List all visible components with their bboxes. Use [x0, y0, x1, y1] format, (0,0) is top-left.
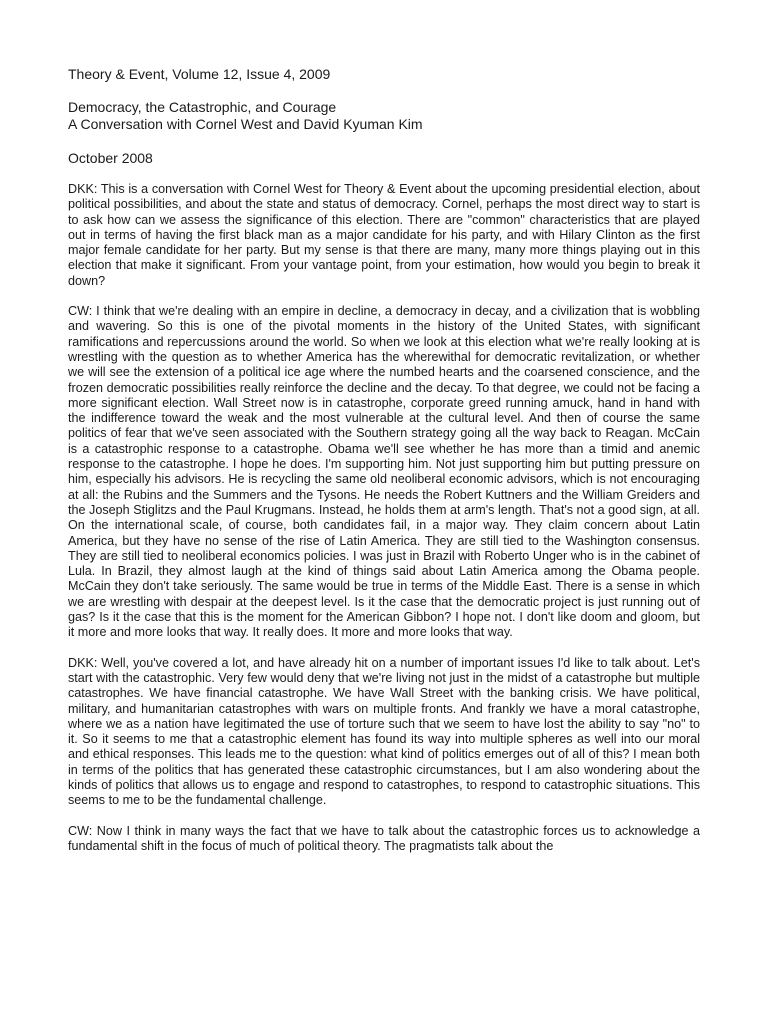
title-block	[68, 99, 700, 133]
article-subtitle: A Conversation with Cornel West and David Kyuman Kim	[68, 116, 423, 132]
paragraph-dkk-2: DKK: Well, you've covered a lot, and have already hit on a number of important issues I'd like to talk about. Let's start with the catastrophic. Very few would deny that we're living not just in the midst of a catastrophe but multiple catastrophes. We have financial catastrophe. We have Wall Street with the banking crisis. We have political, military, and humanitarian catastrophes with wars on multiple fronts. And frankly we have a moral catastrophe, where we as a nation have legitimated the use of torture such that we seem to have lost the ability to say "no" to it. So it seems to me that a catastrophic element has found its way into multiple spheres as well into our moral and ethical responses. This leads me to the question: what kind of politics emerges out of all of this? I mean both in terms of the politics that has generated these catastrophic circumstances, but I am also wondering about the kinds of politics that allows us to engage and respond to catastrophes, to respond to catastrophic situations. This seems to me to be the fundamental challenge.	[68, 655, 700, 808]
paragraph-cw-2: CW: Now I think in many ways the fact that we have to talk about the catastrophic forces us to acknowledge a fundamental shift in the focus of much of political theory. The pragmatists talk about the	[68, 823, 700, 853]
journal-citation: Theory & Event, Volume 12, Issue 4, 2009	[68, 66, 331, 82]
article-title: Democracy, the Catastrophic, and Courage	[68, 99, 337, 115]
paragraph-dkk-1: DKK: This is a conversation with Cornel West for Theory & Event about the upcoming presidential election, about political possibilities, and about the state and status of democracy. Cornel, perhaps the most direct way to start is to ask how can we assess the significance of this election. There are "common" characteristics that are played out in terms of having the first black man as a major candidate for his party, and with Hilary Clinton as the first major female candidate for her party. But my sense is that there are many, many more things playing out in this election that make it significant. From your vantage point, from your estimation, how would you begin to break it down?	[68, 182, 700, 288]
article-date: October 2008	[68, 150, 153, 166]
paragraph-cw-1: CW: I think that we're dealing with an empire in decline, a democracy in decay, and a civilization that is wobbling and wavering. So this is one of the pivotal moments in the history of the United States, with significant ramifications and repercussions around the world. So when we look at this election what we're really looking at is wrestling with the question as to whether America has the wherewithal for democratic revitalization, or whether we will see the extension of a political ice age where the numbed hearts and the coarsened conscience, and the frozen democratic possibilities really reinforce the decline and the decay. To that degree, we could not be facing a more significant election. Wall Street now is in catastrophe, corporate greed running amuck, hand in hand with the indifference toward the weak and the most vulnerable at the cultural level. And then of course the same politics of fear that we've seen associated with the Southern strategy going all the way back to Reagan. McCain is a catastrophic response to a catastrophe. Obama we'll see whether he has more than a timid and anemic response to the catastrophe. I hope he does. I'm supporting him. Not just supporting him but putting pressure on him, especially his advisors. He is recycling the same old neoliberal economic advisors, which is not encouraging at all: the Rubins and the Summers and the Tysons. He needs the Robert Kuttners and the William Greiders and the Joseph Stiglitzs and the Paul Krugmans. Instead, he holds them at arm's length. That's not a good sign, at all. On the international scale, of course, both candidates fail, in a major way. They claim concern about Latin America, but they have no sense of the rise of Latin America. They are still tied to the Washington consensus. They are still tied to neoliberal economics policies. I was just in Brazil with Roberto Unger who is in the cabinet of Lula. In Brazil, they almost laugh at the kind of things said about Latin America among the Obama people. McCain they don't take seriously. The same would be true in terms of the Middle East. There is a sense in which we are wrestling with despair at the deepest level. Is it the case that the democratic project is just running out of gas? Is it the case that this is the moment for the American Gibbon? I hope not. I don't like doom and gloom, but it more and more looks that way. It really does. It more and more looks that way.	[68, 304, 700, 640]
document-page	[68, 66, 700, 869]
